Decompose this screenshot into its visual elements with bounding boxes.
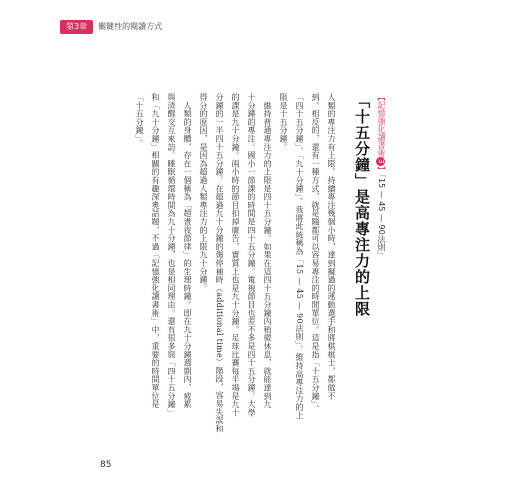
body-column-5: 維持普通專注力的上限是四十五分鐘。如果在這四十五分鐘內稍微休息，就能達到九 <box>263 93 272 409</box>
body-column-9: 得分的原因，是因為超過人類專注力的上限九十分鐘。 <box>199 93 208 293</box>
subhead-close: 】 <box>377 166 386 174</box>
body-column-10: 人類的身體，存在一個稱為「超晝夜節律」的生理時鐘。即在九十分鐘週期內，疲累 <box>183 93 192 409</box>
section-heading: 「十五分鐘」是高專注力的上限 <box>353 93 371 317</box>
subhead-rule-close: 」 <box>377 250 386 259</box>
body-column-7: 的課是九十分鐘。兩小時的節目扣掉廣告，實質上也是九十分鐘。足球比賽每半場是九十 <box>231 93 240 417</box>
body-column-2: 到。相反的，還有一種方式，就是隨都可以容易專注的時間單位。這是指「十五分鐘」、 <box>311 93 320 413</box>
section-subhead <box>376 93 387 293</box>
body-column-12: 和「九十分鐘」相關的有趣深奧話題，不過「記憶強化讀書術」中，重要的時間單位是 <box>151 93 160 409</box>
subhead-number: 3 <box>376 157 385 166</box>
page-header <box>60 20 162 34</box>
subhead-series: 記憶強化讀書術 <box>377 101 386 157</box>
body-column-3: 「四十五分鐘」、「九十分鐘」。我將此統稱為「15 — 45 — 90法則」。維持高專注力的上 <box>295 93 304 420</box>
chapter-title: 關鍵性的閱讀方式 <box>98 22 163 31</box>
page-number: 85 <box>100 460 112 470</box>
body-column-4: 限是十五分鐘。 <box>279 93 288 152</box>
body-column-8: 分鐘的一半四十五分鐘。在超過九十分鐘的傷停補時（additional time）階段，容易失誤和 <box>215 93 224 433</box>
body-column-11: 與清醒交互來訪。睡眠循環時間為九十分鐘，也是相同理由。還有很多與「四十五分鐘」 <box>167 93 176 417</box>
body-column-6: 十分鐘的專注。國小一節課的時間是四十五分鐘。電視節目也差不多是四十五分鐘。大學 <box>247 93 256 417</box>
body-column-13: 「十五分鐘」。 <box>135 93 144 148</box>
body-column-1: 人類的專注力有上限。持續專注幾個小時，達到擬過的運動選手和將棋棋士，都做不 <box>327 93 336 401</box>
subhead-rule: 15 — 45 — 90法則 <box>377 178 386 251</box>
chapter-badge: 第3章 <box>60 20 93 34</box>
subhead-rule-open: 「 <box>377 174 386 178</box>
subhead-open: 【 <box>377 93 386 101</box>
